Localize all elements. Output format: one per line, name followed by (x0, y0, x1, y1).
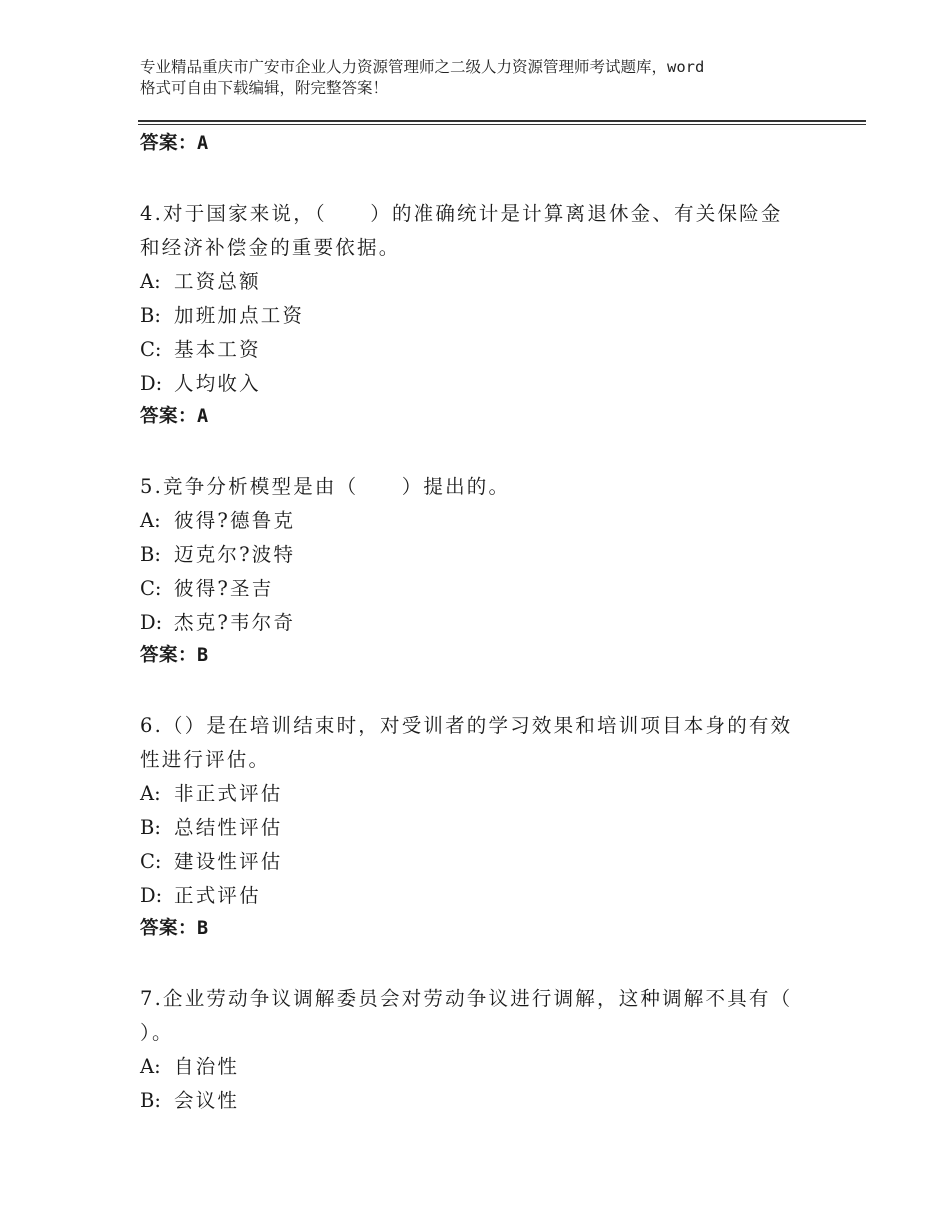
question-5 (140, 470, 820, 671)
question-stem (140, 470, 820, 504)
question-stem (140, 709, 820, 777)
option-letter: B: (140, 304, 161, 327)
answer-line: 答案：B (140, 918, 209, 939)
option-letter: D: (140, 372, 163, 395)
option-text: 彼得?德鲁克 (174, 509, 296, 532)
option-c (140, 572, 820, 606)
previous-answer: 答案：A (140, 133, 209, 154)
stem-line: ）。 (140, 1021, 174, 1044)
stem-line: 4.对于国家来说，（ ）的准确统计是计算离退休金、有关保险金 (140, 202, 783, 225)
option-letter: B: (140, 543, 161, 566)
option-letter: A: (140, 782, 161, 805)
option-c (140, 845, 820, 879)
option-letter: D: (140, 611, 163, 634)
header-rule-thick (138, 120, 866, 122)
stem-line: 6.（）是在培训结束时，对受训者的学习效果和培训项目本身的有效 (140, 714, 793, 737)
header-rule-thin (138, 124, 866, 125)
option-text: 会议性 (174, 1089, 240, 1112)
question-6 (140, 709, 820, 944)
question-stem (140, 197, 820, 265)
option-d (140, 606, 820, 640)
option-text: 杰克?韦尔奇 (174, 611, 296, 634)
option-a (140, 504, 820, 538)
option-text: 总结性评估 (174, 816, 283, 839)
option-text: 建设性评估 (174, 850, 283, 873)
option-b (140, 1084, 820, 1118)
option-text: 非正式评估 (174, 782, 283, 805)
header-line-2: 格式可自由下载编辑，附完整答案！ (140, 79, 389, 97)
option-text: 正式评估 (174, 884, 261, 907)
option-a (140, 265, 820, 299)
option-letter: D: (140, 884, 163, 907)
document-header (140, 57, 830, 99)
option-b (140, 538, 820, 572)
option-letter: C: (140, 850, 162, 873)
option-letter: B: (140, 1089, 161, 1112)
stem-line: 和经济补偿金的重要依据。 (140, 236, 401, 259)
option-text: 加班加点工资 (174, 304, 305, 327)
question-stem (140, 982, 820, 1050)
option-d (140, 367, 820, 401)
option-c (140, 333, 820, 367)
option-letter: A: (140, 1055, 161, 1078)
option-text: 彼得?圣吉 (174, 577, 274, 600)
question-7 (140, 982, 820, 1118)
option-letter: A: (140, 509, 161, 532)
question-list (140, 128, 820, 1118)
option-letter: A: (140, 270, 161, 293)
option-b (140, 299, 820, 333)
stem-line: 性进行评估。 (140, 748, 271, 771)
option-letter: C: (140, 338, 162, 361)
header-line-1: 专业精品重庆市广安市企业人力资源管理师之二级人力资源管理师考试题库，word (140, 58, 705, 76)
answer-line: 答案：B (140, 645, 209, 666)
option-text: 工资总额 (174, 270, 261, 293)
option-a (140, 777, 820, 811)
option-a (140, 1050, 820, 1084)
option-letter: B: (140, 816, 161, 839)
answer-line: 答案：A (140, 406, 209, 427)
question-4 (140, 197, 820, 432)
stem-line: 7.企业劳动争议调解委员会对劳动争议进行调解，这种调解不具有（ (140, 987, 793, 1010)
stem-line: 5.竞争分析模型是由（ ）提出的。 (140, 475, 511, 498)
option-text: 迈克尔?波特 (174, 543, 296, 566)
option-letter: C: (140, 577, 162, 600)
option-text: 基本工资 (174, 338, 261, 361)
option-text: 人均收入 (174, 372, 261, 395)
option-text: 自治性 (174, 1055, 240, 1078)
option-d (140, 879, 820, 913)
option-b (140, 811, 820, 845)
